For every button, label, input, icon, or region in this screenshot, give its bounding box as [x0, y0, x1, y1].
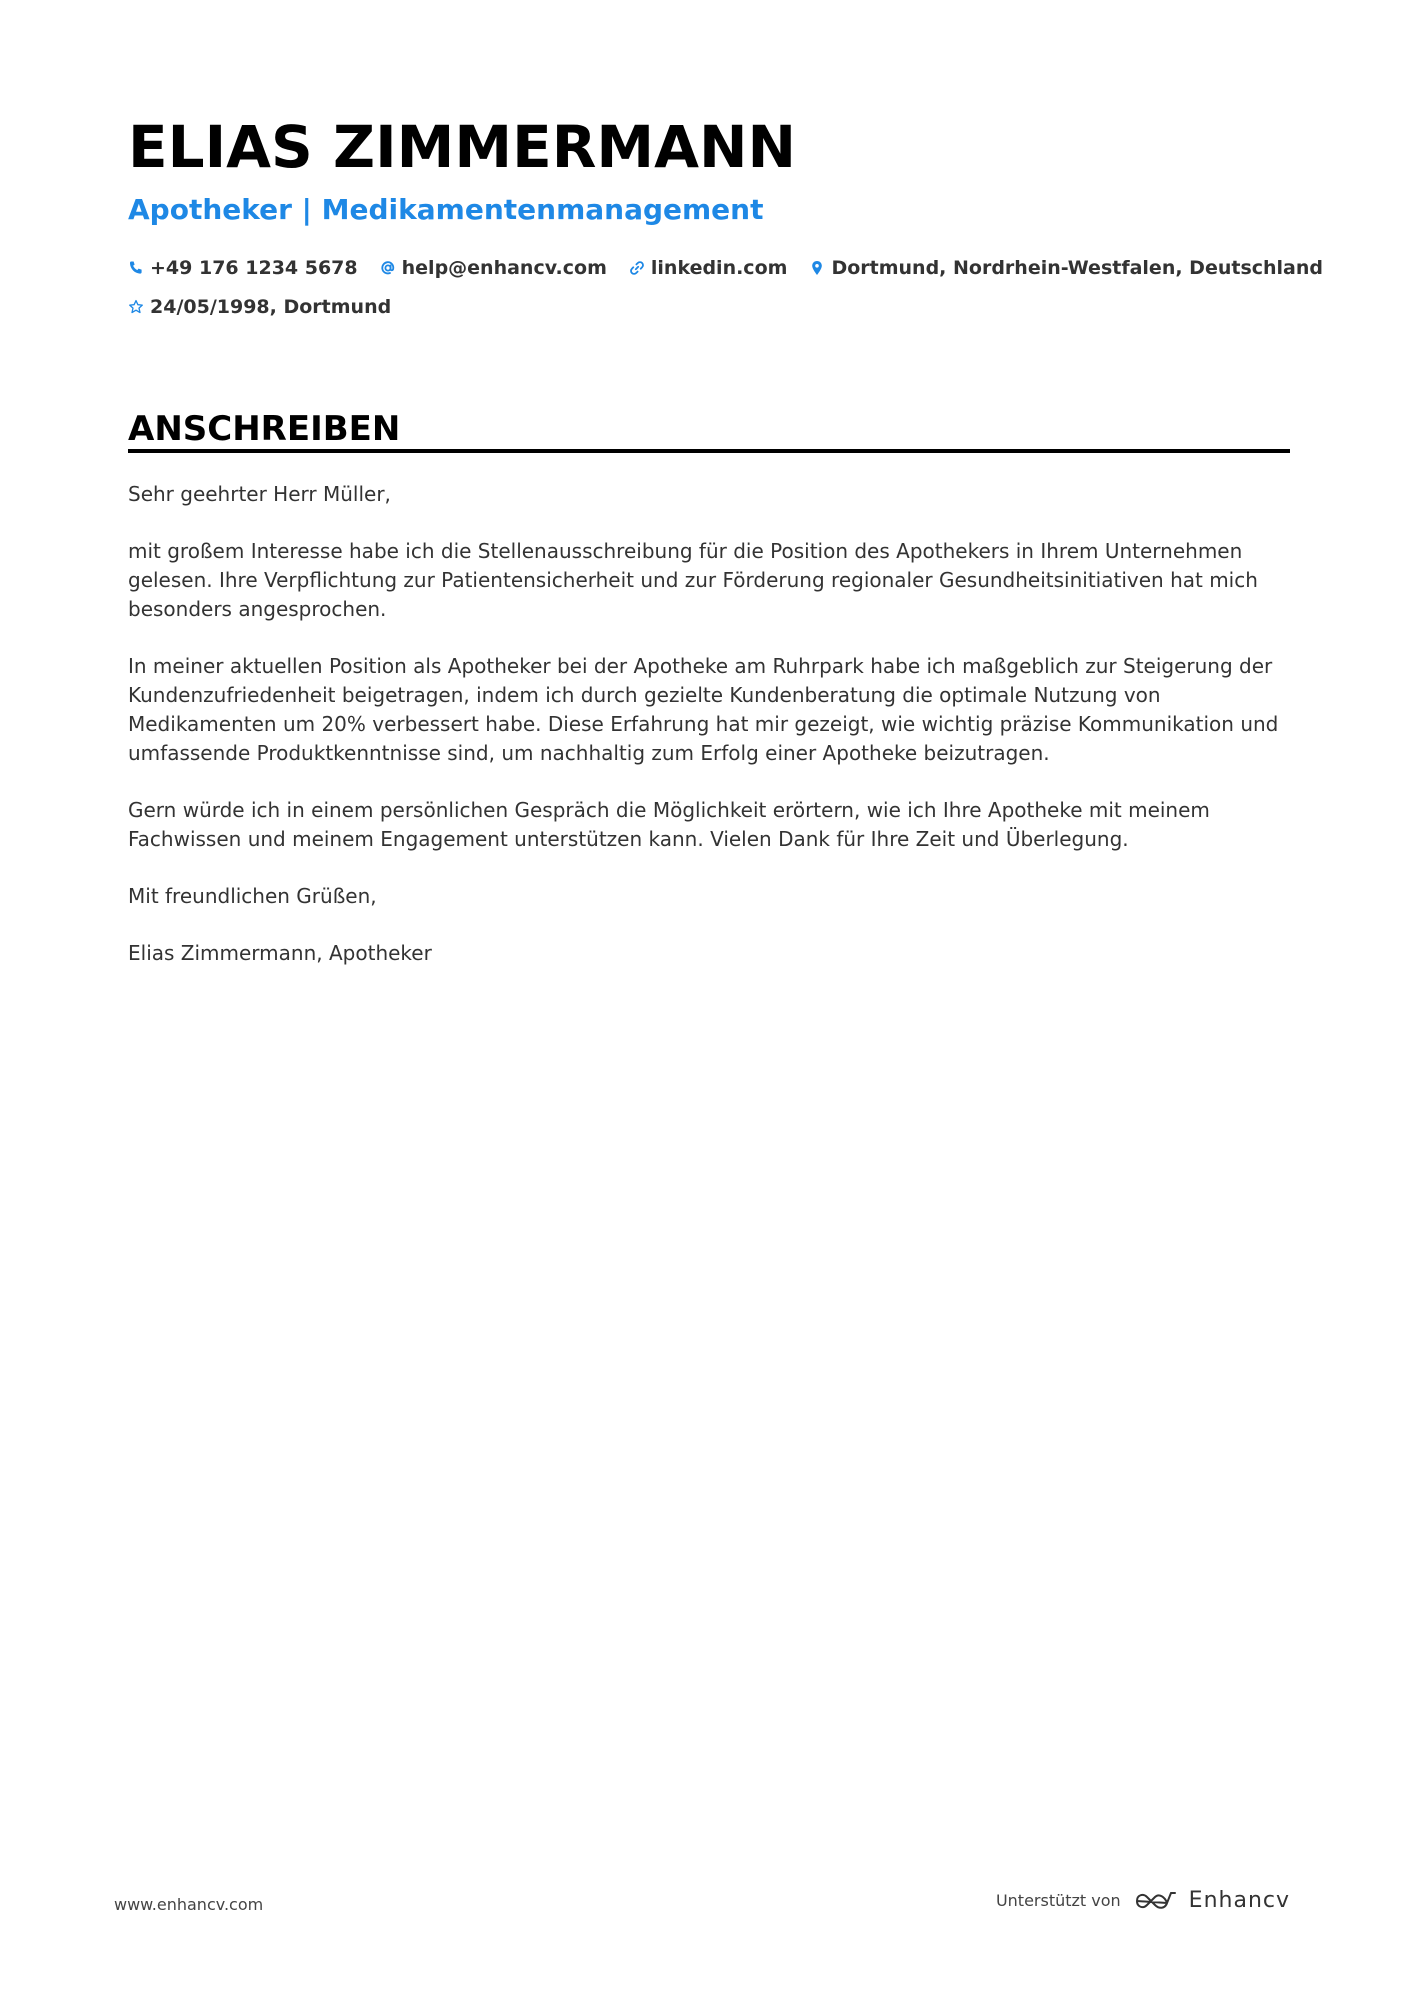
enhancv-logo-wordmark: Enhancv — [1188, 1888, 1290, 1913]
phone-icon — [128, 260, 144, 276]
contact-location — [809, 257, 1323, 279]
footer-website[interactable]: www.enhancv.com — [114, 1895, 264, 1914]
footer-branding — [996, 1888, 1290, 1913]
section-title: ANSCHREIBEN — [128, 409, 401, 449]
birth-text: 24/05/1998, Dortmund — [150, 296, 392, 318]
letter-paragraph: In meiner aktuellen Position als Apotheker bei der Apotheke am Ruhrpark habe ich maßgeblich zur Steigerung der Kundenzufriedenheit beigetragen, indem ich durch gezielte Kundenberatung die optimale Nutzung von Medikamenten um 20% verbessert habe. Diese Erfahrung hat mir gezeigt, wie wichtig präzise Kommunikation und umfassende Produktkenntnisse sind, um nachhaltig zum Erfolg einer Apotheke beizutragen. — [128, 654, 1279, 765]
enhancv-logo-icon — [1133, 1889, 1179, 1913]
letter-salutation: Sehr geehrter Herr Müller, — [128, 482, 391, 506]
phone-text: +49 176 1234 5678 — [150, 257, 358, 279]
location-text: Dortmund, Nordrhein-Westfalen, Deutschland — [831, 257, 1324, 279]
contact-linkedin — [629, 257, 788, 279]
contact-email — [380, 257, 607, 279]
star-icon — [128, 299, 144, 315]
powered-by-text: Unterstützt von — [995, 1891, 1121, 1910]
contact-row-primary — [128, 253, 1345, 283]
map-pin-icon — [809, 260, 825, 276]
letter-paragraph: mit großem Interesse habe ich die Stellenausschreibung für die Position des Apothekers in Ihrem Unternehmen gelesen. Ihre Verpflichtung zur Patientensicherheit und zur Förderung regionaler Gesundheitsinitiativen hat mich besonders angesprochen. — [128, 539, 1258, 621]
job-title: Apotheker | Medikamentenmanagement — [128, 193, 764, 226]
section-divider — [128, 449, 1290, 453]
link-icon — [629, 260, 645, 276]
letter-closing: Mit freundlichen Grüßen, — [128, 884, 377, 908]
at-icon — [380, 260, 396, 276]
letter-signature: Elias Zimmermann, Apotheker — [128, 941, 432, 965]
contact-phone — [128, 257, 358, 279]
candidate-name: ELIAS ZIMMERMANN — [128, 113, 797, 181]
letter-body — [128, 480, 1290, 996]
linkedin-text: linkedin.com — [650, 257, 788, 279]
email-text: help@enhancv.com — [401, 257, 607, 279]
letter-paragraph: Gern würde ich in einem persönlichen Gespräch die Möglichkeit erörtern, wie ich Ihre Apotheke mit meinem Fachwissen und meinem Engagement unterstützen kann. Vielen Dank für Ihre Zeit und Überlegung. — [128, 798, 1210, 851]
contact-row-secondary — [128, 292, 413, 322]
contact-birth — [128, 296, 391, 318]
